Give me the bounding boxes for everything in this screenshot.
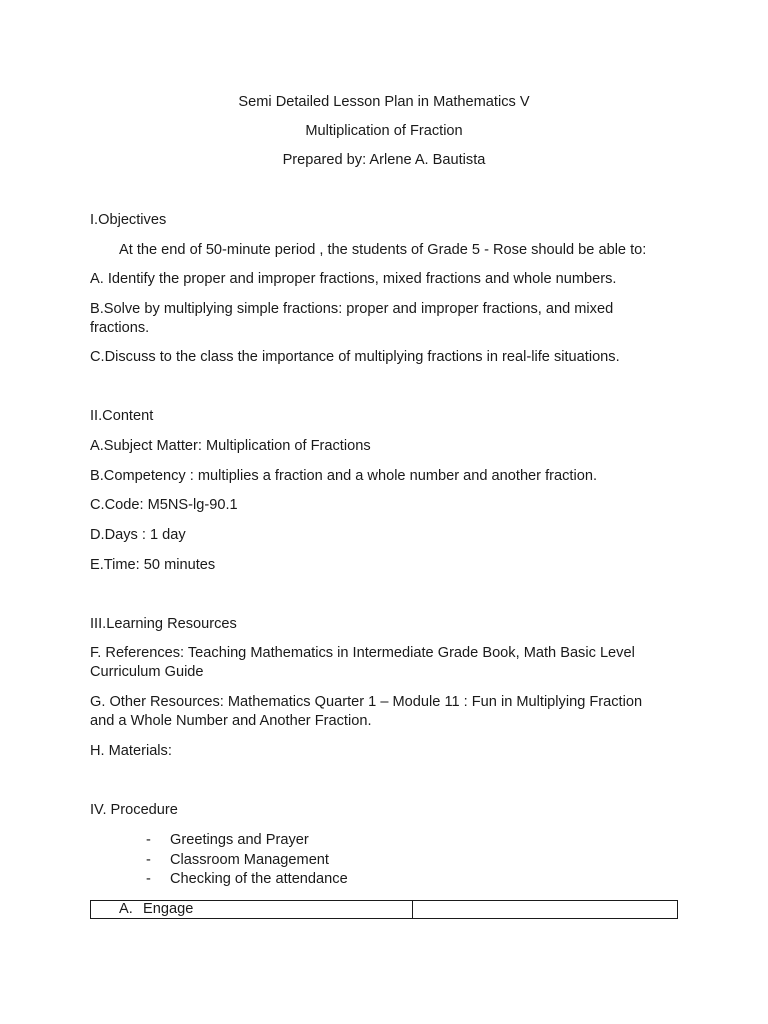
objective-item: A. Identify the proper and improper fractions, mixed fractions and whole numbers. (90, 271, 617, 287)
objective-item: B.Solve by multiplying simple fractions: proper and improper fractions, and mixed fractions. (90, 301, 614, 336)
content-heading: II.Content (90, 408, 154, 424)
content-item: D.Days : 1 day (90, 527, 186, 543)
procedure-table (90, 900, 678, 919)
objectives-intro: At the end of 50-minute period , the students of Grade 5 - Rose should be able to: (119, 242, 647, 258)
document-title: Semi Detailed Lesson Plan in Mathematics V (238, 94, 530, 110)
list-item (146, 870, 348, 890)
content-item: A.Subject Matter: Multiplication of Fractions (90, 438, 371, 454)
bullet-dash: - (146, 832, 151, 848)
resource-item: F. References: Teaching Mathematics in Intermediate Grade Book, Math Basic Level Curriculum Guide (90, 645, 635, 680)
engage-label: Engage (143, 901, 194, 917)
resource-item: H. Materials: (90, 743, 172, 759)
objectives-heading: I.Objectives (90, 212, 167, 228)
procedure-heading: IV. Procedure (90, 802, 178, 818)
empty-cell (413, 901, 678, 919)
content-item: E.Time: 50 minutes (90, 557, 216, 573)
list-item (146, 851, 348, 871)
procedure-bullet-list (146, 831, 348, 890)
content-item: B.Competency : multiplies a fraction and a whole number and another fraction. (90, 468, 598, 484)
resources-heading: III.Learning Resources (90, 616, 237, 632)
content-item: C.Code: M5NS-lg-90.1 (90, 497, 238, 513)
bullet-text: Classroom Management (170, 851, 329, 868)
resource-item: G. Other Resources: Mathematics Quarter 1 – Module 11 : Fun in Multiplying Fraction and a Whole Number and Another Fraction. (90, 694, 643, 729)
bullet-text: Greetings and Prayer (170, 832, 309, 848)
bullet-dash: - (146, 871, 151, 888)
prepared-by: Prepared by: Arlene A. Bautista (282, 152, 486, 168)
table-row (91, 901, 678, 919)
objective-item: C.Discuss to the class the importance of multiplying fractions in real-life situations. (90, 349, 620, 365)
engage-cell (91, 901, 413, 919)
bullet-text: Checking of the attendance (170, 871, 348, 888)
document-subtitle: Multiplication of Fraction (305, 123, 463, 139)
bullet-dash: - (146, 851, 151, 868)
engage-marker: A. (119, 901, 133, 917)
list-item (146, 831, 348, 851)
